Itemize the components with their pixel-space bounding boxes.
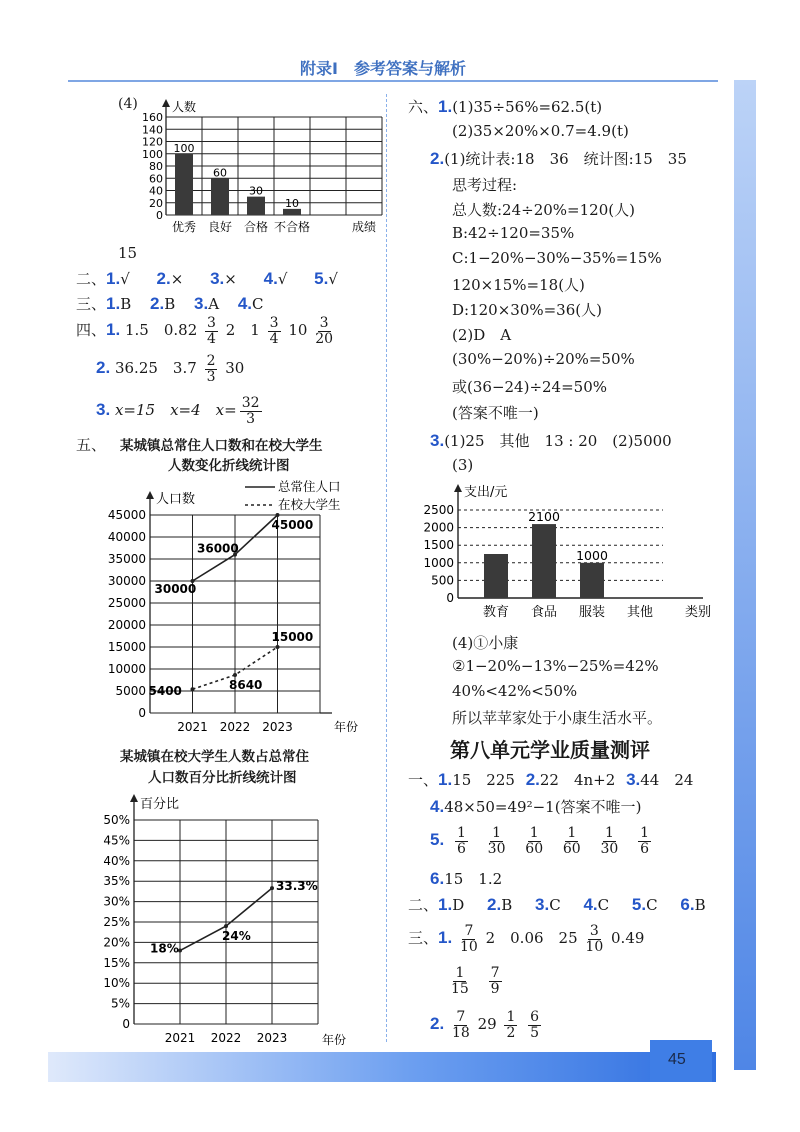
bar2-value-label: 2100: [528, 509, 560, 525]
bar1-grid: [162, 99, 382, 215]
u1-lead: 一、: [408, 771, 439, 789]
line1-label-student: 8640: [229, 677, 263, 692]
line1-ytick: 20000: [107, 618, 146, 632]
line2-ylabel: 百分比: [140, 797, 180, 812]
r-line-3: [430, 148, 687, 169]
bar1-bar: [175, 154, 193, 215]
bar2-bar: [484, 554, 508, 598]
line1-label-total: 36000: [197, 541, 239, 556]
u3-frac-4: $\frac{7}{9}$: [490, 965, 500, 997]
s3-q4-answer: C: [252, 295, 264, 313]
bar2-ytick: 1500: [423, 538, 454, 553]
s3-q3-num: 3.: [194, 294, 209, 313]
bar2-bar: [580, 563, 604, 598]
u2-q3-answer: C: [549, 896, 561, 914]
u2-q2-num: 2.: [487, 895, 502, 914]
r-line-17: ②1−20%−13%−25%=42%: [452, 657, 659, 675]
s4-q1-frac3: $\frac{3}{20}$: [315, 315, 334, 347]
r-line-5: 总人数:24÷20%=120(人): [452, 201, 635, 219]
line2-ytick: 35%: [103, 874, 130, 889]
r-line-14: [430, 430, 672, 451]
u2-row: [408, 894, 706, 915]
r-line-2: (2)35×20%×0.7=4.9(t): [452, 122, 629, 140]
line2-ytick: 20%: [103, 935, 130, 950]
bar1-bar: [247, 197, 265, 215]
line2-ytick: 0: [122, 1017, 130, 1031]
line1-title-2: 人数变化折线统计图: [168, 458, 290, 474]
r-q2-num: 2.: [430, 149, 445, 168]
r-q3-num: 3.: [430, 431, 445, 450]
bar1-ytick: 160: [142, 111, 163, 124]
line1-ytick: 25000: [107, 596, 146, 610]
u5-frac-6: $\frac{1}{6}$: [640, 825, 650, 857]
line2-ytick: 50%: [103, 813, 130, 827]
u5-row: [430, 826, 654, 856]
line2-point: [224, 924, 228, 928]
line1-yaxis-arrow: [146, 491, 154, 499]
u3-frac-6: $\frac{1}{2}$: [506, 1009, 516, 1041]
u2-q4-num: 4.: [583, 895, 598, 914]
u1-q2-text: 22 4n+2: [539, 771, 616, 789]
u3-frac-2: $\frac{3}{10}$: [585, 923, 604, 955]
bar1-category: 不合格: [273, 220, 311, 234]
line1-point-total: [276, 513, 280, 517]
unit-8-title: 第八单元学业质量测评: [450, 738, 650, 762]
u3-q2-num: 2.: [430, 1014, 445, 1034]
u3-lead: 三、: [408, 929, 439, 948]
u6-text: 15 1.2: [444, 870, 503, 888]
u2-q1-answer: D: [452, 896, 465, 914]
line1-legend-total: 总常住人口: [278, 479, 341, 494]
u4-text: 48×50=49²−1(答案不唯一): [444, 798, 642, 816]
u3-q1-num: 1.: [438, 928, 453, 948]
bar2-category: 其他: [626, 605, 654, 620]
line1-xlabel: 年份: [334, 720, 359, 734]
s3-q3-answer: A: [208, 295, 220, 313]
u2-q5-answer: C: [646, 896, 658, 914]
line2-label: 33.3%: [276, 879, 318, 894]
s2-q3-num: 3.: [210, 269, 225, 288]
bar1-ytick: 120: [142, 135, 163, 149]
u2-q5-num: 5.: [631, 895, 647, 914]
r-line-7: C:1−20%−30%−35%=15%: [452, 249, 662, 267]
line2-point: [270, 886, 274, 890]
s4-q2-a: 36.25 3.7: [114, 359, 197, 378]
s4-q1-frac1: $\frac{3}{4}$: [207, 315, 216, 347]
line-chart-percentage: [90, 790, 380, 1050]
bar2-xlabel: 类别: [684, 605, 712, 620]
u5-frac-1: $\frac{1}{6}$: [456, 825, 466, 857]
bar1-category: 优秀: [171, 220, 197, 234]
bar2-yaxis-arrow: [454, 484, 462, 492]
u3-frac-3: $\frac{1}{15}$: [451, 965, 469, 997]
s4-q3-frac: $\frac{32}{3}$: [241, 395, 260, 427]
u3-q1-row: [408, 924, 644, 954]
u3-frac-5: $\frac{7}{18}$: [451, 1009, 470, 1041]
line2-label: 24%: [222, 929, 251, 944]
line1-ytick: 0: [138, 706, 146, 720]
section-4-q3: [96, 396, 265, 426]
line1-xtick: 2023: [262, 720, 293, 734]
r-q1-num: 1.: [438, 97, 453, 116]
u3-q1-row2: [448, 966, 505, 996]
u2-q4-answer: C: [597, 896, 610, 914]
line1-xtick: 2021: [177, 720, 208, 734]
bar2-category: 教育: [482, 605, 510, 620]
bar2-ytick: 500: [431, 573, 454, 588]
line2-ytick: 10%: [103, 976, 130, 991]
r-q2-text: (1)统计表:18 36 统计图:15 35: [444, 150, 687, 168]
line2-xtick: 2021: [164, 1031, 196, 1045]
line1-ytick: 10000: [107, 662, 146, 676]
s4-q1-b: 2 1: [225, 321, 260, 340]
line-chart-population: [90, 475, 380, 740]
section-5-lead: 五、: [76, 436, 107, 454]
bar1-ytick: 40: [149, 184, 163, 198]
page-number: 45: [668, 1051, 686, 1068]
s2-q4-answer: √: [277, 270, 288, 288]
section-4-q2: [96, 354, 244, 384]
bar-chart-grades: [116, 95, 386, 245]
bar1-ytick: 20: [149, 196, 163, 210]
bar1-ytick: 0: [156, 209, 163, 222]
bar1-value-label: 100: [173, 141, 195, 155]
bar1-ytick: 140: [142, 123, 163, 137]
u6-row: [430, 868, 502, 889]
line1-ytick: 30000: [107, 574, 146, 588]
s3-q1-num: 1.: [106, 294, 121, 313]
r-line-9: D:120×30%=36(人): [452, 301, 602, 319]
bar2-ytick: 1000: [423, 555, 454, 570]
bar1-xlabel: 成绩: [351, 220, 377, 234]
bar1-value-label: 30: [249, 184, 263, 198]
section-3-lead: 三、: [76, 295, 107, 313]
column-divider: [386, 94, 388, 1042]
bar1-category: 良好: [207, 220, 233, 234]
line1-point-student: [191, 687, 195, 691]
section-2-row: [76, 268, 338, 289]
s4-q3-num: 3.: [96, 400, 111, 420]
u2-q2-answer: B: [501, 896, 513, 914]
bar1-value-label: 10: [285, 196, 299, 210]
header-rule: [68, 80, 718, 82]
u3-frac-7: $\frac{6}{5}$: [530, 1009, 540, 1041]
q4-label: (4): [118, 96, 138, 112]
page-header-title: 附录Ⅰ 参考答案与解析: [300, 59, 466, 78]
line2-title-1: 某城镇在校大学生人数占总常住: [120, 749, 309, 765]
bar2-ylabel: 支出/元: [464, 485, 508, 500]
section-3-row: [76, 293, 264, 314]
r-line-8: 120×15%=18(人): [452, 276, 585, 294]
section-2-lead: 二、: [76, 270, 107, 288]
line2-ytick: 45%: [103, 833, 130, 848]
r-line-6: B:42÷120=35%: [452, 224, 575, 242]
u2-q1-num: 1.: [438, 895, 453, 914]
page-edge-band: [734, 80, 756, 1070]
u1-q3-num: 3.: [626, 770, 641, 789]
u1-q1-text: 15 225: [452, 771, 515, 789]
s4-q1-c: 10: [288, 321, 308, 340]
r-line-10: (2)D A: [452, 326, 512, 344]
s4-q2-num: 2.: [96, 358, 111, 378]
bar1-ytick: 60: [149, 172, 163, 186]
line2-ytick: 40%: [103, 853, 130, 868]
line2-ytick: 25%: [103, 915, 130, 929]
r-line-13: (答案不唯一): [452, 404, 539, 422]
r-q1-text: (1)35÷56%=62.5(t): [452, 98, 603, 116]
u3-frac-1: $\frac{7}{10}$: [459, 923, 478, 955]
u3-q1-b: 0.49: [611, 929, 645, 948]
line1-label-total: 45000: [271, 518, 314, 532]
s2-q3-answer: ×: [224, 270, 237, 288]
line2-ytick: 15%: [103, 955, 130, 970]
s2-q5-num: 5.: [314, 269, 329, 288]
s2-q5-answer: √: [328, 270, 338, 288]
line1-ylabel: 人口数: [156, 492, 196, 507]
u1-q2-num: 2.: [525, 770, 540, 789]
line1-legend-student: 在校大学生: [278, 497, 341, 512]
s3-q2-num: 2.: [150, 294, 165, 313]
bar2-category: 食品: [530, 605, 558, 620]
u2-q6-num: 6.: [680, 895, 695, 914]
r-line-15: (3): [452, 456, 474, 474]
u4-num: 4.: [430, 797, 445, 816]
bar1-yaxis-arrow: [162, 99, 170, 107]
page-footer-band: [48, 1052, 716, 1082]
q4-answer: 15: [118, 244, 138, 262]
line1-point-student: [276, 645, 280, 649]
u5-frac-4: $\frac{1}{60}$: [562, 825, 581, 857]
u1-q1-num: 1.: [438, 770, 453, 789]
line1-ytick: 40000: [107, 530, 146, 544]
bar1-category: 合格: [243, 220, 269, 234]
s2-q1-answer: √: [120, 270, 130, 288]
line2-xtick: 2022: [210, 1031, 242, 1045]
u5-frac-3: $\frac{1}{60}$: [525, 825, 544, 857]
bar2-category: 服装: [578, 605, 606, 620]
bar2-ytick: 0: [446, 591, 454, 605]
line2-xlabel: 年份: [322, 1033, 347, 1047]
u2-q3-num: 3.: [535, 895, 550, 914]
u1-q3-text: 44 24: [640, 771, 694, 789]
section-4-lead: 四、: [76, 321, 107, 340]
u2-lead: 二、: [408, 896, 439, 914]
s4-q2-b: 30: [225, 359, 245, 378]
section-4-q1: [76, 316, 336, 346]
line2-ytick: 30%: [103, 894, 130, 909]
s2-q1-num: 1.: [106, 269, 121, 288]
bar1-ytick: 80: [149, 160, 163, 173]
s2-q4-num: 4.: [263, 269, 278, 288]
u5-frac-2: $\frac{1}{30}$: [487, 825, 506, 857]
s4-q1-frac2: $\frac{3}{4}$: [269, 315, 279, 347]
s3-q2-answer: B: [164, 295, 176, 313]
u5-frac-5: $\frac{1}{30}$: [600, 825, 619, 857]
r-line-1: [408, 96, 602, 117]
s2-q2-answer: ×: [170, 270, 184, 288]
r-line-18: 40%<42%<50%: [452, 682, 578, 700]
bar2-ytick: 2000: [423, 520, 454, 535]
line2-yaxis-arrow: [130, 794, 138, 802]
r-line-16: (4)①小康: [452, 634, 519, 652]
r-q3-text: (1)25 其他 13 : 20 (2)5000: [444, 432, 672, 450]
section-6-lead: 六、: [408, 98, 439, 116]
line1-label-total: 30000: [154, 582, 197, 596]
bar2-value-label: 1000: [576, 547, 608, 563]
line1-xtick: 2022: [219, 720, 251, 734]
r-line-19: 所以苹苹家处于小康生活水平。: [452, 709, 663, 727]
s4-q1-a: 1.5 0.82: [124, 321, 198, 340]
line2-xtick: 2023: [256, 1031, 288, 1045]
line2-label: 18%: [150, 941, 179, 956]
bar-chart-expenses: [408, 476, 718, 626]
u5-num: 5.: [430, 830, 445, 850]
bar2-ytick: 2500: [423, 503, 454, 517]
s2-q2-num: 2.: [156, 269, 171, 288]
u3-q2-c: 29: [477, 1015, 497, 1034]
u3-q2-row: [430, 1010, 544, 1040]
u6-num: 6.: [430, 869, 445, 888]
line1-ytick: 35000: [107, 552, 146, 566]
line2-ytick: 5%: [110, 996, 130, 1011]
line1-title-1: 某城镇总常住人口数和在校大学生: [120, 438, 323, 454]
r-line-12: 或(36−24)÷24=50%: [452, 378, 608, 396]
line2-title-2: 人口数百分比折线统计图: [148, 770, 297, 786]
s3-q1-answer: B: [120, 295, 132, 313]
s4-q3-a: x=15 x=4 x=: [114, 401, 237, 420]
s4-q2-frac: $\frac{2}{3}$: [206, 353, 216, 385]
line1-label-student: 5400: [148, 684, 182, 699]
u1-row: [408, 769, 693, 790]
line1-point-student: [233, 673, 237, 677]
line1-ytick: 15000: [107, 640, 146, 654]
line1-ytick: 5000: [115, 684, 146, 698]
u3-q1-a: 2 0.06 25: [485, 929, 578, 948]
r-line-4: 思考过程:: [452, 176, 518, 194]
s4-q1-num: 1.: [106, 320, 121, 340]
bar2-bar: [532, 524, 556, 598]
r-line-11: (30%−20%)÷20%=50%: [452, 350, 635, 368]
bar1-ytick: 100: [142, 147, 163, 161]
s3-q4-num: 4.: [237, 294, 253, 313]
line1-ytick: 45000: [107, 508, 146, 522]
bar1-ylabel: 人数: [172, 100, 197, 114]
u4-row: [430, 796, 641, 817]
u2-q6-answer: B: [694, 896, 706, 914]
bar1-bar: [211, 178, 229, 215]
bar1-value-label: 60: [213, 166, 227, 180]
line1-label-student: 15000: [271, 630, 314, 644]
